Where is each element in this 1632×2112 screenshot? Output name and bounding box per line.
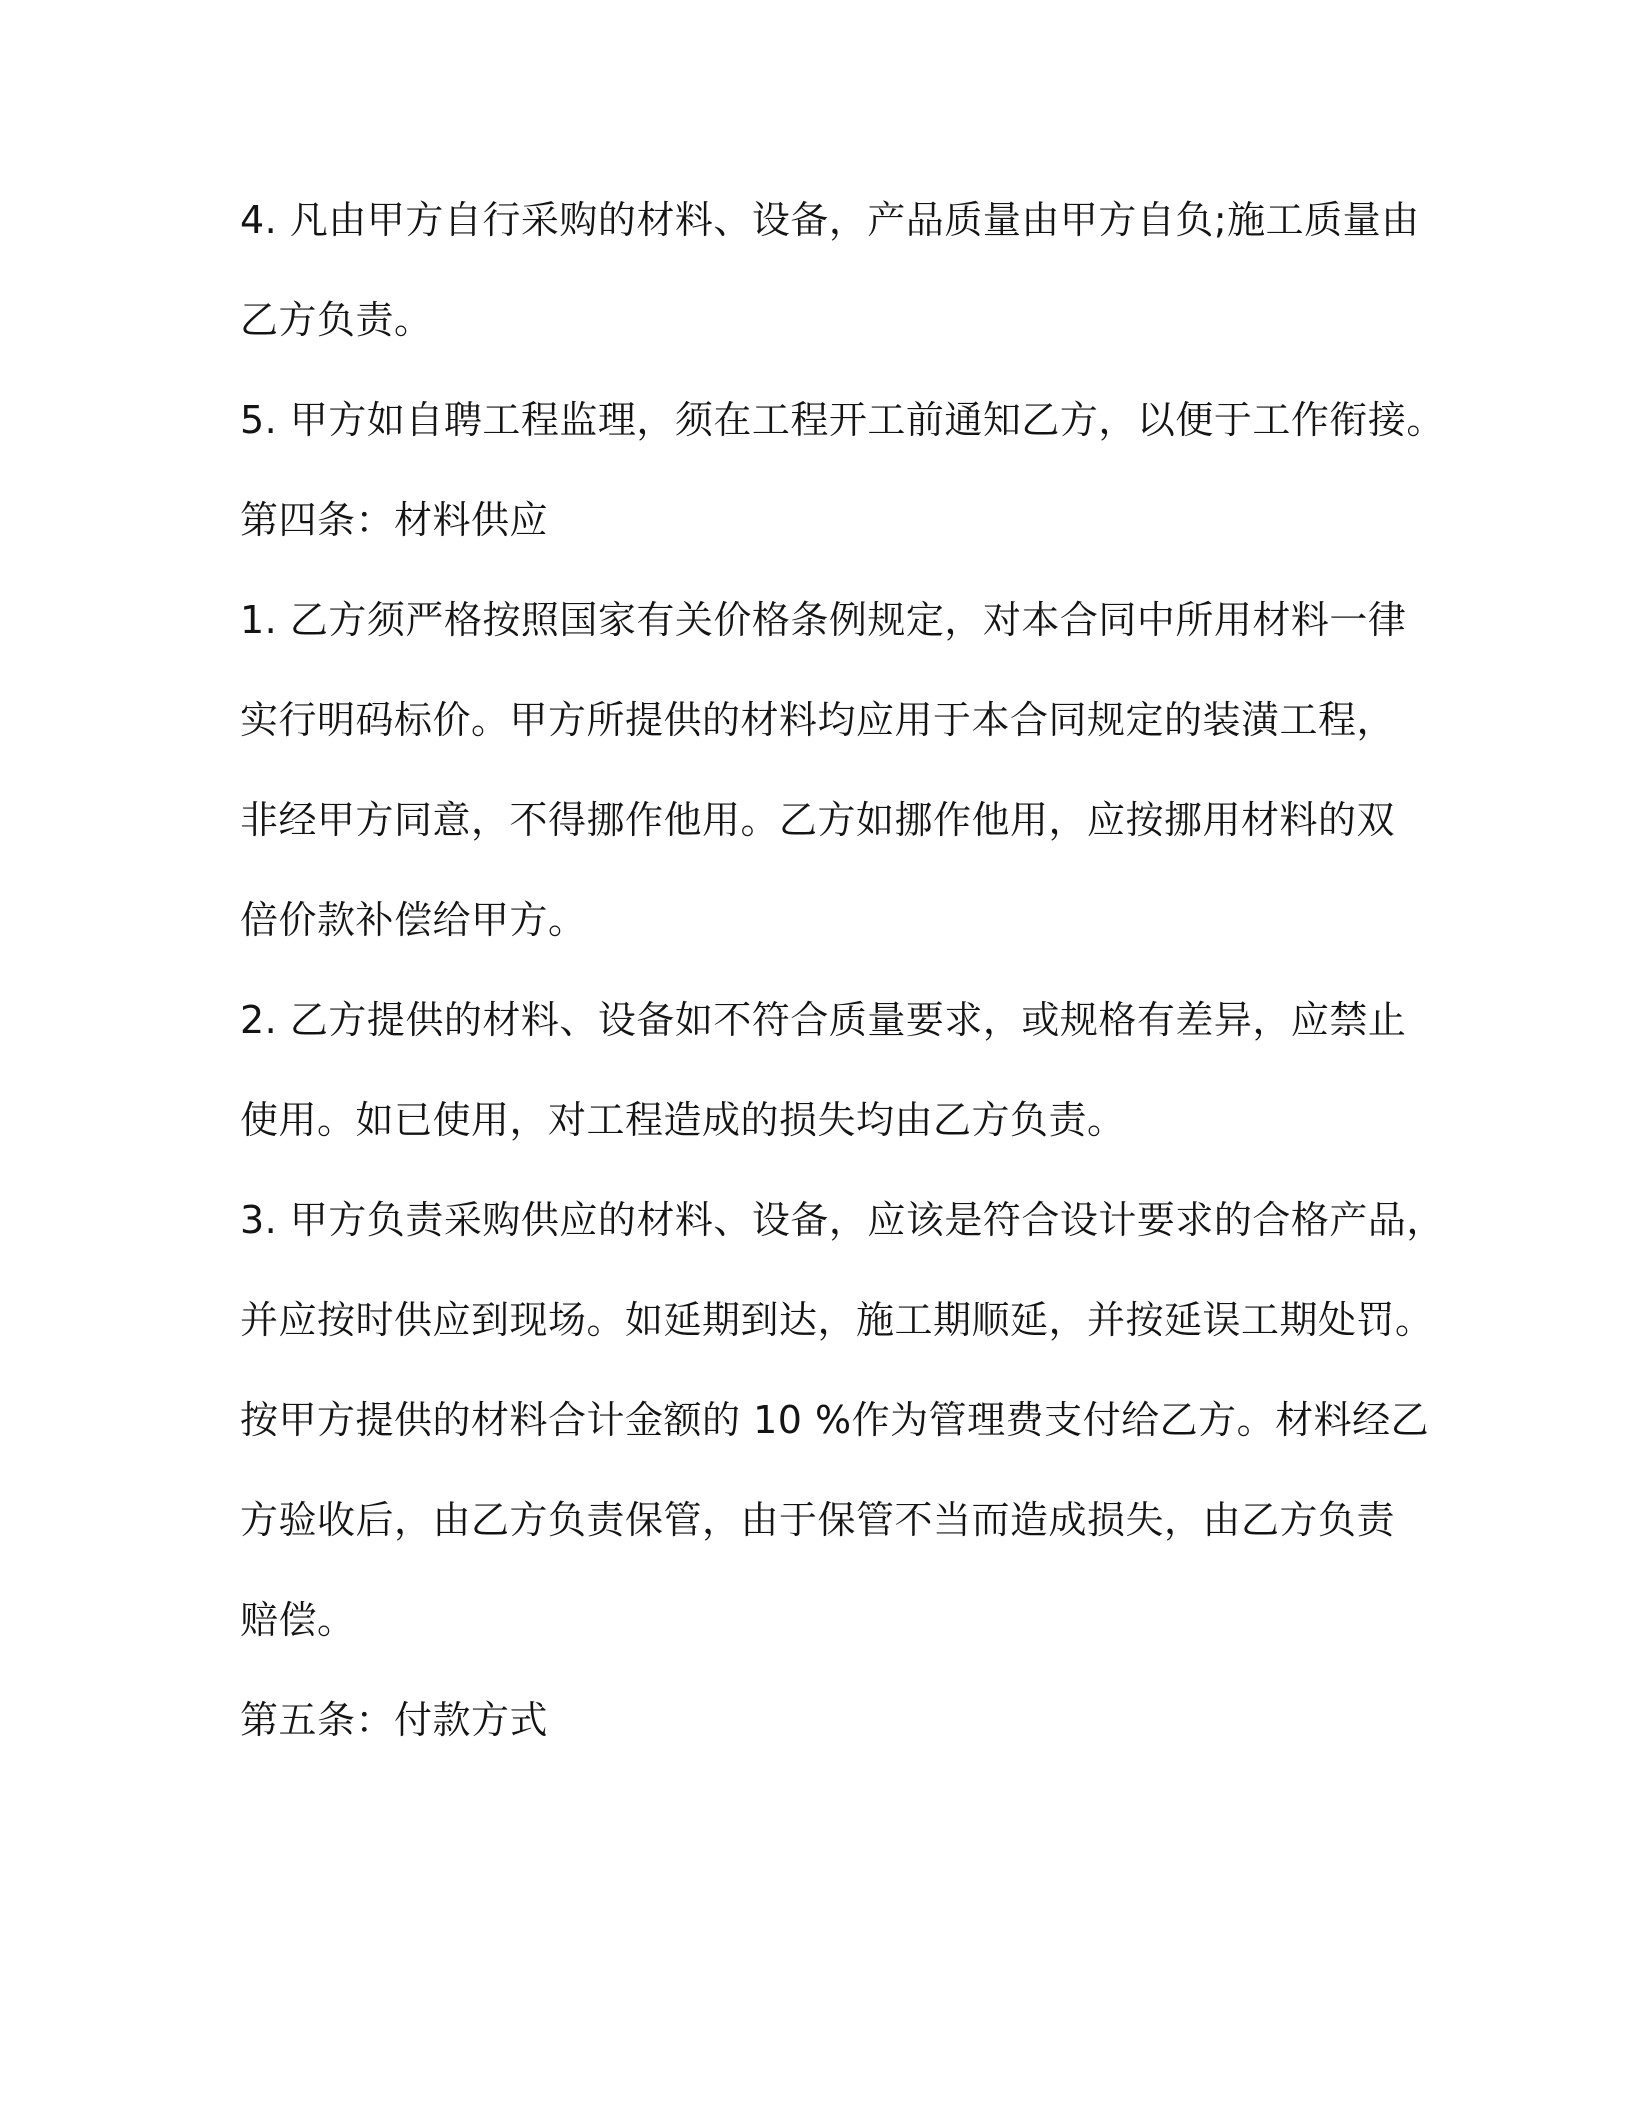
clause-4-item-3-line-1: 3. 甲方负责采购供应的材料、设备，应该是符合设计要求的合格产品， bbox=[240, 1198, 1445, 1242]
clause-4-item-3-line-4: 方验收后，由乙方负责保管，由于保管不当而造成损失，由乙方负责 bbox=[240, 1498, 1396, 1542]
section-heading-clause-4: 第四条：材料供应 bbox=[240, 498, 549, 542]
clause-4-item-1-line-4: 倍价款补偿给甲方。 bbox=[240, 898, 587, 942]
clause-4-item-1-line-1: 1. 乙方须严格按照国家有关价格条例规定，对本合同中所用材料一律 bbox=[240, 598, 1407, 642]
clause-3-item-4-line-2: 乙方负责。 bbox=[240, 298, 433, 342]
section-heading-clause-5: 第五条：付款方式 bbox=[240, 1698, 549, 1742]
clause-4-item-3-line-5: 赔偿。 bbox=[240, 1598, 356, 1642]
clause-4-item-2-line-2: 使用。如已使用，对工程造成的损失均由乙方负责。 bbox=[240, 1098, 1126, 1142]
clause-4-item-3-line-2: 并应按时供应到现场。如延期到达，施工期顺延，并按延误工期处罚。 bbox=[240, 1298, 1434, 1342]
clause-4-item-3-line-3: 按甲方提供的材料合计金额的 10 %作为管理费支付给乙方。材料经乙 bbox=[240, 1398, 1430, 1442]
clause-4-item-2-line-1: 2. 乙方提供的材料、设备如不符合质量要求，或规格有差异，应禁止 bbox=[240, 998, 1407, 1042]
clause-3-item-4-line-1: 4. 凡由甲方自行采购的材料、设备，产品质量由甲方自负;施工质量由 bbox=[240, 198, 1420, 242]
clause-4-item-1-line-2: 实行明码标价。甲方所提供的材料均应用于本合同规定的装潢工程， bbox=[240, 698, 1396, 742]
clause-4-item-1-line-3: 非经甲方同意，不得挪作他用。乙方如挪作他用，应按挪用材料的双 bbox=[240, 798, 1396, 842]
clause-3-item-5-line-1: 5. 甲方如自聘工程监理，须在工程开工前通知乙方，以便于工作衔接。 bbox=[240, 398, 1445, 442]
